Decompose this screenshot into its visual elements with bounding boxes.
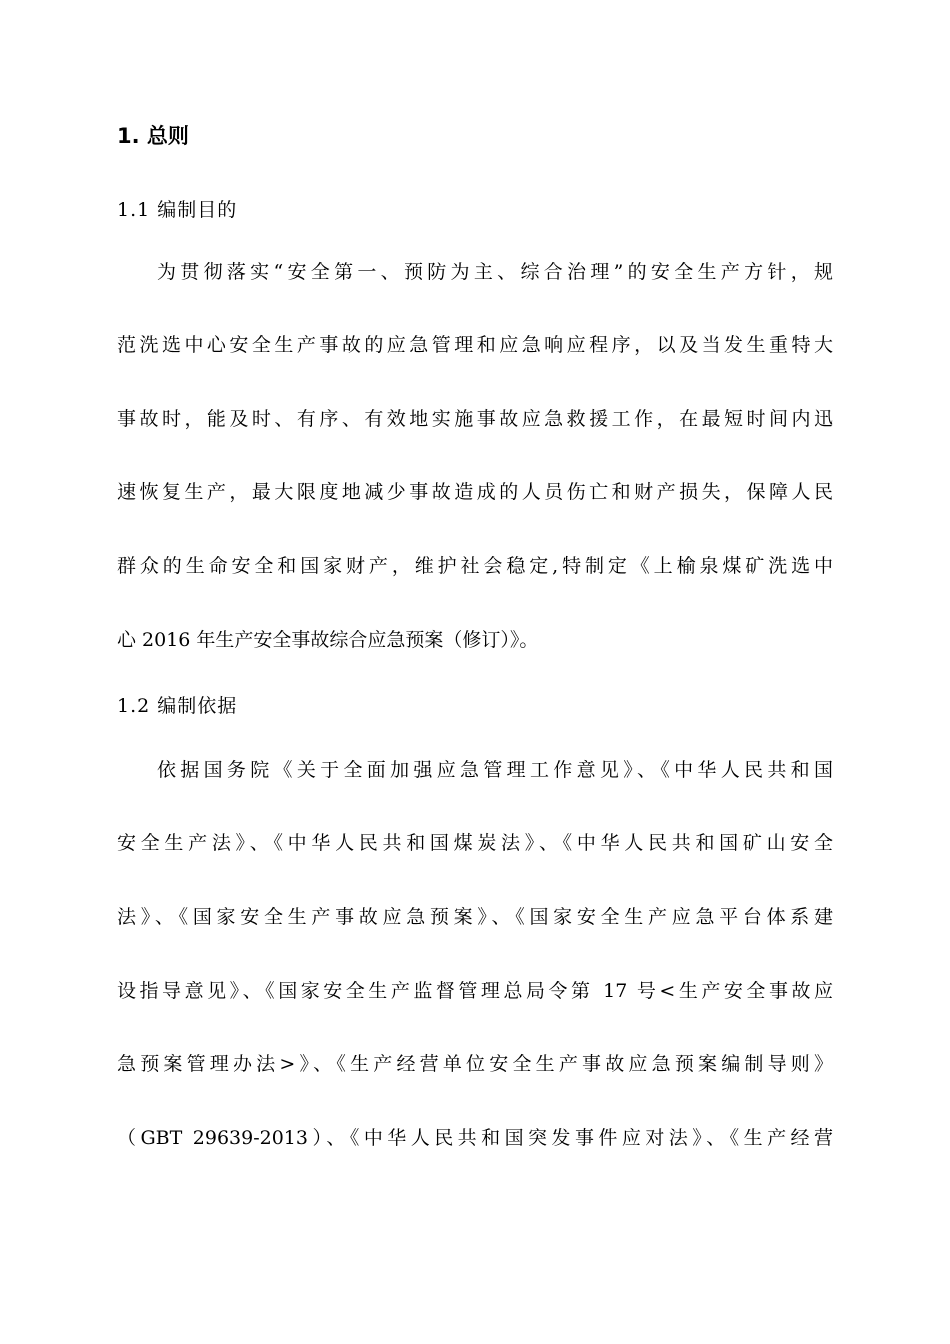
section-heading: 1. 总则	[117, 124, 189, 148]
subsection-heading-basis: 1.2 编制依据	[117, 695, 238, 717]
paragraph-line: 安全生产法》、《中华人民共和国煤炭法》、《中华人民共和国矿山安全	[117, 832, 833, 854]
paragraph-line: 心 2016 年生产安全事故综合应急预案（修订）》。	[117, 629, 539, 651]
paragraph-line: 事故时，能及时、有序、有效地实施事故应急救援工作，在最短时间内迅	[117, 408, 833, 430]
paragraph-line: 为贯彻落实“安全第一、预防为主、综合治理”的安全生产方针，规	[157, 261, 833, 283]
paragraph-line: 法》、《国家安全生产事故应急预案》、《国家安全生产应急平台体系建	[117, 906, 833, 928]
paragraph-line: 群众的生命安全和国家财产，维护社会稳定,特制定《上榆泉煤矿洗选中	[117, 555, 833, 577]
paragraph-line: 速恢复生产，最大限度地减少事故造成的人员伤亡和财产损失，保障人民	[117, 481, 833, 503]
paragraph-line: 急预案管理办法>》、《生产经营单位安全生产事故应急预案编制导则》	[117, 1053, 833, 1075]
subsection-heading-purpose: 1.1 编制目的	[117, 199, 238, 221]
paragraph-line: （GBT 29639-2013）、《中华人民共和国突发事件应对法》、《生产经营	[117, 1127, 833, 1149]
paragraph-line: 设指导意见》、《国家安全生产监督管理总局令第 17 号<生产安全事故应	[117, 980, 833, 1002]
paragraph-line: 范洗选中心安全生产事故的应急管理和应急响应程序，以及当发生重特大	[117, 334, 833, 356]
paragraph-line: 依据国务院《关于全面加强应急管理工作意见》、《中华人民共和国	[157, 759, 833, 781]
